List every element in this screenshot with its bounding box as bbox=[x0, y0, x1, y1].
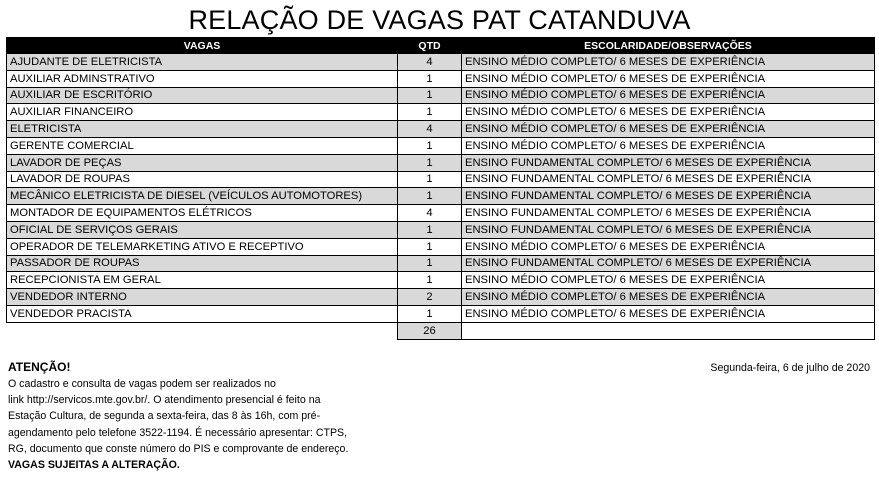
table-row bbox=[7, 70, 875, 87]
vaga-cell: MONTADOR DE EQUIPAMENTOS ELÉTRICOS bbox=[7, 205, 398, 222]
page-title: RELAÇÃO DE VAGAS PAT CATANDUVA bbox=[188, 5, 691, 35]
qtd-cell: 1 bbox=[398, 171, 462, 188]
vaga-cell: AUXILIAR DE ESCRITÓRIO bbox=[7, 87, 398, 104]
notice-heading: ATENÇÃO! bbox=[8, 360, 71, 374]
escolaridade-cell: ENSINO FUNDAMENTAL COMPLETO/ 6 MESES DE EXPERIÊNCIA bbox=[462, 255, 875, 272]
vaga-cell: RECEPCIONISTA EM GERAL bbox=[7, 272, 398, 289]
notice-line: RG, documento que conste número do PIS e comprovante de endereço. bbox=[8, 442, 349, 455]
vaga-cell: LAVADOR DE PEÇAS bbox=[7, 154, 398, 171]
table-row bbox=[7, 54, 875, 71]
table-row bbox=[7, 154, 875, 171]
table-row bbox=[7, 221, 875, 238]
column-header-qtd: QTD bbox=[398, 38, 462, 54]
qtd-cell: 1 bbox=[398, 104, 462, 121]
table-row bbox=[7, 289, 875, 306]
vaga-cell: LAVADOR DE ROUPAS bbox=[7, 171, 398, 188]
table-header-row bbox=[7, 38, 875, 54]
qtd-cell: 4 bbox=[398, 205, 462, 222]
qtd-cell: 1 bbox=[398, 137, 462, 154]
vaga-cell: OPERADOR DE TELEMARKETING ATIVO E RECEPTIVO bbox=[7, 238, 398, 255]
notice-warning: VAGAS SUJEITAS A ALTERAÇÃO. bbox=[8, 459, 180, 472]
qtd-cell: 1 bbox=[398, 305, 462, 322]
total-blank-cell bbox=[7, 322, 398, 339]
escolaridade-cell: ENSINO FUNDAMENTAL COMPLETO/ 6 MESES DE EXPERIÊNCIA bbox=[462, 171, 875, 188]
table-row bbox=[7, 305, 875, 322]
vaga-cell: VENDEDOR INTERNO bbox=[7, 289, 398, 306]
qtd-cell: 1 bbox=[398, 188, 462, 205]
vaga-cell: MECÂNICO ELETRICISTA DE DIESEL (VEÍCULOS AUTOMOTORES) bbox=[7, 188, 398, 205]
table-row bbox=[7, 188, 875, 205]
vaga-cell: AUXILIAR ADMINSTRATIVO bbox=[7, 70, 398, 87]
escolaridade-cell: ENSINO MÉDIO COMPLETO/ 6 MESES DE EXPERIÊNCIA bbox=[462, 289, 875, 306]
notice-line: link http://servicos.mte.gov.br/. O atendimento presencial é feito na bbox=[8, 394, 321, 407]
escolaridade-cell: ENSINO FUNDAMENTAL COMPLETO/ 6 MESES DE EXPERIÊNCIA bbox=[462, 188, 875, 205]
vaga-cell: ELETRICISTA bbox=[7, 121, 398, 138]
escolaridade-cell: ENSINO MÉDIO COMPLETO/ 6 MESES DE EXPERIÊNCIA bbox=[462, 87, 875, 104]
qtd-cell: 4 bbox=[398, 121, 462, 138]
notice-line: agendamento pelo telefone 3522-1194. É necessário apresentar: CTPS, bbox=[8, 426, 348, 439]
table-row bbox=[7, 121, 875, 138]
qtd-cell: 1 bbox=[398, 70, 462, 87]
date-label: Segunda-feira, 6 de julho de 2020 bbox=[710, 362, 870, 374]
qtd-cell: 1 bbox=[398, 272, 462, 289]
qtd-cell: 1 bbox=[398, 87, 462, 104]
escolaridade-cell: ENSINO MÉDIO COMPLETO/ 6 MESES DE EXPERIÊNCIA bbox=[462, 305, 875, 322]
vaga-cell: AJUDANTE DE ELETRICISTA bbox=[7, 54, 398, 71]
total-row bbox=[7, 322, 875, 339]
table-row bbox=[7, 104, 875, 121]
qtd-cell: 1 bbox=[398, 221, 462, 238]
table-row bbox=[7, 171, 875, 188]
table-row bbox=[7, 272, 875, 289]
escolaridade-cell: ENSINO MÉDIO COMPLETO/ 6 MESES DE EXPERIÊNCIA bbox=[462, 70, 875, 87]
qtd-cell: 1 bbox=[398, 238, 462, 255]
qtd-cell: 4 bbox=[398, 54, 462, 71]
vaga-cell: GERENTE COMERCIAL bbox=[7, 137, 398, 154]
total-qtd-cell: 26 bbox=[398, 322, 462, 339]
table-row bbox=[7, 137, 875, 154]
escolaridade-cell: ENSINO MÉDIO COMPLETO/ 6 MESES DE EXPERIÊNCIA bbox=[462, 272, 875, 289]
table-row bbox=[7, 255, 875, 272]
table-row bbox=[7, 87, 875, 104]
escolaridade-cell: ENSINO MÉDIO COMPLETO/ 6 MESES DE EXPERIÊNCIA bbox=[462, 104, 875, 121]
jobs-table bbox=[6, 37, 875, 340]
vaga-cell: AUXILIAR FINANCEIRO bbox=[7, 104, 398, 121]
escolaridade-cell: ENSINO MÉDIO COMPLETO/ 6 MESES DE EXPERIÊNCIA bbox=[462, 121, 875, 138]
vaga-cell: PASSADOR DE ROUPAS bbox=[7, 255, 398, 272]
notice-block bbox=[8, 359, 408, 473]
table-row bbox=[7, 238, 875, 255]
vaga-cell: VENDEDOR PRACISTA bbox=[7, 305, 398, 322]
notice-line: O cadastro e consulta de vagas podem ser realizados no bbox=[8, 378, 276, 390]
total-blank-cell-right bbox=[462, 322, 875, 339]
escolaridade-cell: ENSINO MÉDIO COMPLETO/ 6 MESES DE EXPERIÊNCIA bbox=[462, 238, 875, 255]
column-header-vagas: VAGAS bbox=[7, 38, 398, 54]
qtd-cell: 1 bbox=[398, 154, 462, 171]
table-row bbox=[7, 205, 875, 222]
escolaridade-cell: ENSINO MÉDIO COMPLETO/ 6 MESES DE EXPERIÊNCIA bbox=[462, 137, 875, 154]
vaga-cell: OFICIAL DE SERVIÇOS GERAIS bbox=[7, 221, 398, 238]
qtd-cell: 1 bbox=[398, 255, 462, 272]
escolaridade-cell: ENSINO FUNDAMENTAL COMPLETO/ 6 MESES DE EXPERIÊNCIA bbox=[462, 221, 875, 238]
escolaridade-cell: ENSINO FUNDAMENTAL COMPLETO/ 6 MESES DE EXPERIÊNCIA bbox=[462, 205, 875, 222]
escolaridade-cell: ENSINO MÉDIO COMPLETO/ 6 MESES DE EXPERIÊNCIA bbox=[462, 54, 875, 71]
table-body bbox=[7, 54, 875, 340]
column-header-escolaridade: ESCOLARIDADE/OBSERVAÇÕES bbox=[462, 38, 875, 54]
qtd-cell: 2 bbox=[398, 289, 462, 306]
escolaridade-cell: ENSINO FUNDAMENTAL COMPLETO/ 6 MESES DE EXPERIÊNCIA bbox=[462, 154, 875, 171]
notice-line: Estação Cultura, de segunda a sexta-feira, das 8 às 16h, com pré- bbox=[8, 410, 321, 423]
